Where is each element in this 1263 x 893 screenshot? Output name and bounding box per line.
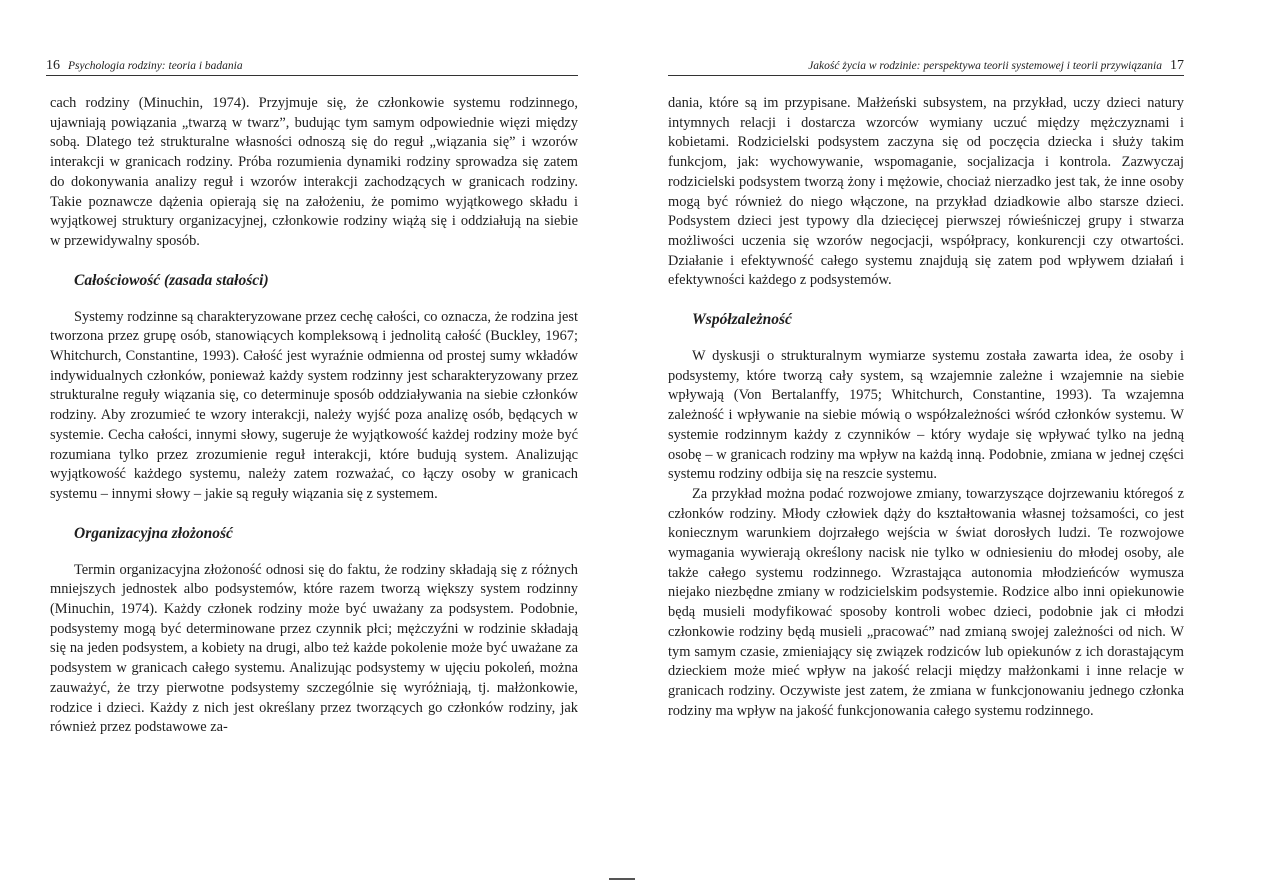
paragraph: W dyskusji o strukturalnym wymiarze systemu została zawarta idea, że osoby i podsystemy, które tworzą cały system, są wzajemnie zależne i wzajemnie na siebie wpływają (Von Bertalanffy, 1975; Whitchurch, Constantine, 1993). Ta wzajemna zależność i wpływanie na siebie mówią o współzależności wśród członków systemu. W systemie rodzinnym każdy z czynników – który wydaje się wpływać tylko na jedną osobę – w granicach rodziny ma wpływ na każdą inną. Podobnie, zmiana w jednej części systemu rodziny odbija się na reszcie systemu. xyxy=(668,348,1184,483)
paragraph: dania, które są im przypisane. Małżeński subsystem, na przykład, uczy dzieci natury intymnych relacji i dostarcza wzorców wymiany uczuć między mężczyznami i kobietami. Rodzicielski podsystem zaczyna się od poczęcia dziecka i służy takim funkcjom, jak: wychowywanie, wspomaganie, socjalizacja i kontrola. Zazwyczaj rodzicielski podsystem tworzą żony i mężowie, chociaż nierzadko jest tak, że inne osoby mogą być również do niego włączone, na przykład dziadkowie albo starsze dzieci. Podsystem dzieci jest typowy dla dziecięcej pierwszej rówieśniczej grupy i stwarza możliwości uczenia się wzorów negocjacji, współpracy, konkurencji czy otwartości. Działanie i efektywność całego systemu znajdują się zatem pod wpływem działań i efektywności każdego z podsystemów. xyxy=(668,95,1184,289)
paragraph: Za przykład można podać rozwojowe zmiany, towarzyszące dojrzewaniu któregoś z członków rodziny. Młody człowiek dąży do kształtowania własnej tożsamości, co jest koniecznym warunkiem dojrzałego wejścia w świat dorosłych ludzi. Te rozwojowe wymagania wywierają określony nacisk nie tylko w odniesieniu do młodej osoby, ale także całego systemu rodzinnego. Wzrastająca autonomia młodzieńców wymusza niejako niezbędne zmiany w rodzicielskim podsystemie. Rodzice albo inni opiekunowie będą musieli modyfikować sposoby kontroli wobec dzieci, podobnie jak ci młodzi członkowie rodziny będą musieli „pracować” nad zmianą swojej zależności od nich. W tym samym czasie, zmieniający się związek rodziców lub opiekunów z ich dorastającym dzieckiem może mieć wpływ na jakość relacji między małżonkami i inne relacje w granicach rodziny. Oczywiste jest zatem, że zmiana w funkcjonowaniu jednego członka rodziny ma wpływ na jakość funkcjonowania całego systemu rodzinnego. xyxy=(668,485,1184,719)
left-page xyxy=(46,0,578,893)
left-page-body xyxy=(50,94,578,738)
running-title: Jakość życia w rodzinie: perspektywa teorii systemowej i teorii przywiązania xyxy=(808,60,1162,72)
right-page xyxy=(668,0,1184,893)
running-title: Psychologia rodziny: teoria i badania xyxy=(68,60,243,72)
right-page-body xyxy=(668,94,1184,721)
page-number: 17 xyxy=(1170,58,1184,73)
running-head-left xyxy=(46,57,578,76)
page-number: 16 xyxy=(46,58,60,73)
paragraph: Termin organizacyjna złożoność odnosi się do faktu, że rodziny składają się z różnych mniejszych jednostek albo podsystemów, które razem tworzą większy system rodzinny (Minuchin, 1974). Każdy członek rodziny może być uważany za podsystem. Podobnie, podsystemy mogą być determinowane przez czynnik płci; mężczyźni w rodzinie składają się na jeden podsystem, a kobiety na drugi, albo też każde pokolenie może być uważane za podsystem w granicach całego systemu. Analizując podsystemy w ujęciu pokoleń, można zauważyć, że trzy pierwotne podsystemy szczególnie się wyróżniają, tj. małżonkowie, rodzice i dzieci. Każdy z nich jest określany przez tworzących go członków rodziny, jak również przez podstawowe za- xyxy=(50,561,578,736)
paragraph: cach rodziny (Minuchin, 1974). Przyjmuje się, że członkowie systemu rodzinnego, ujawniają powiązania „twarzą w twarz”, budując tym samym odpowiednie więzi między sobą. Dlatego też strukturalne własności odnoszą się do reguł „wiązania się” i wzorów interakcji w granicach rodziny. Próba rozumienia dynamiki rodziny sprowadza się zatem do dokonywania analizy reguł i wzorów interakcji zachodzących w granicach rodziny. Takie poznawcze dążenia opierają się na założeniu, że pomimo wyjątkowego składu i wyjątkowej struktury organizacyjnej, członkowie rodziny wiążą się i oddziałują na siebie w przewidywalny sposób. xyxy=(50,95,578,249)
section-heading: Organizacyjna złożoność xyxy=(74,524,233,542)
section-heading: Całościowość (zasada stałości) xyxy=(74,271,269,289)
section-heading: Współzależność xyxy=(692,311,792,329)
bottom-mark xyxy=(609,878,635,880)
gutter-mark xyxy=(608,2,614,10)
running-head-right xyxy=(668,57,1184,76)
paragraph: Systemy rodzinne są charakteryzowane przez cechę całości, co oznacza, że rodzina jest tworzona przez grupę osób, stanowiących kompleksową i jednolitą całość (Buckley, 1967; Whitchurch, Constantine, 1993). Całość jest wyraźnie odmienna od prostej sumy wkładów indywidualnych członków, ponieważ każdy system rodzinny jest scharakteryzowany przez strukturalne reguły wiązania się, co determinuje sposób oddziaływania na siebie członków rodziny. Aby zrozumieć te wzory interakcji, należy wyjść poza analizę osób, będących w systemie. Cecha całości, innymi słowy, sugeruje że wyjątkowość każdej rodziny może być rozumiana tylko przez zrozumienie reguł interakcji, które budują system. Analizując wyjątkowość każdego systemu, należy zatem rozważać, co łączy osoby w granicach systemu – innymi słowy – jakie są reguły wiązania się z systemem. xyxy=(50,308,578,502)
